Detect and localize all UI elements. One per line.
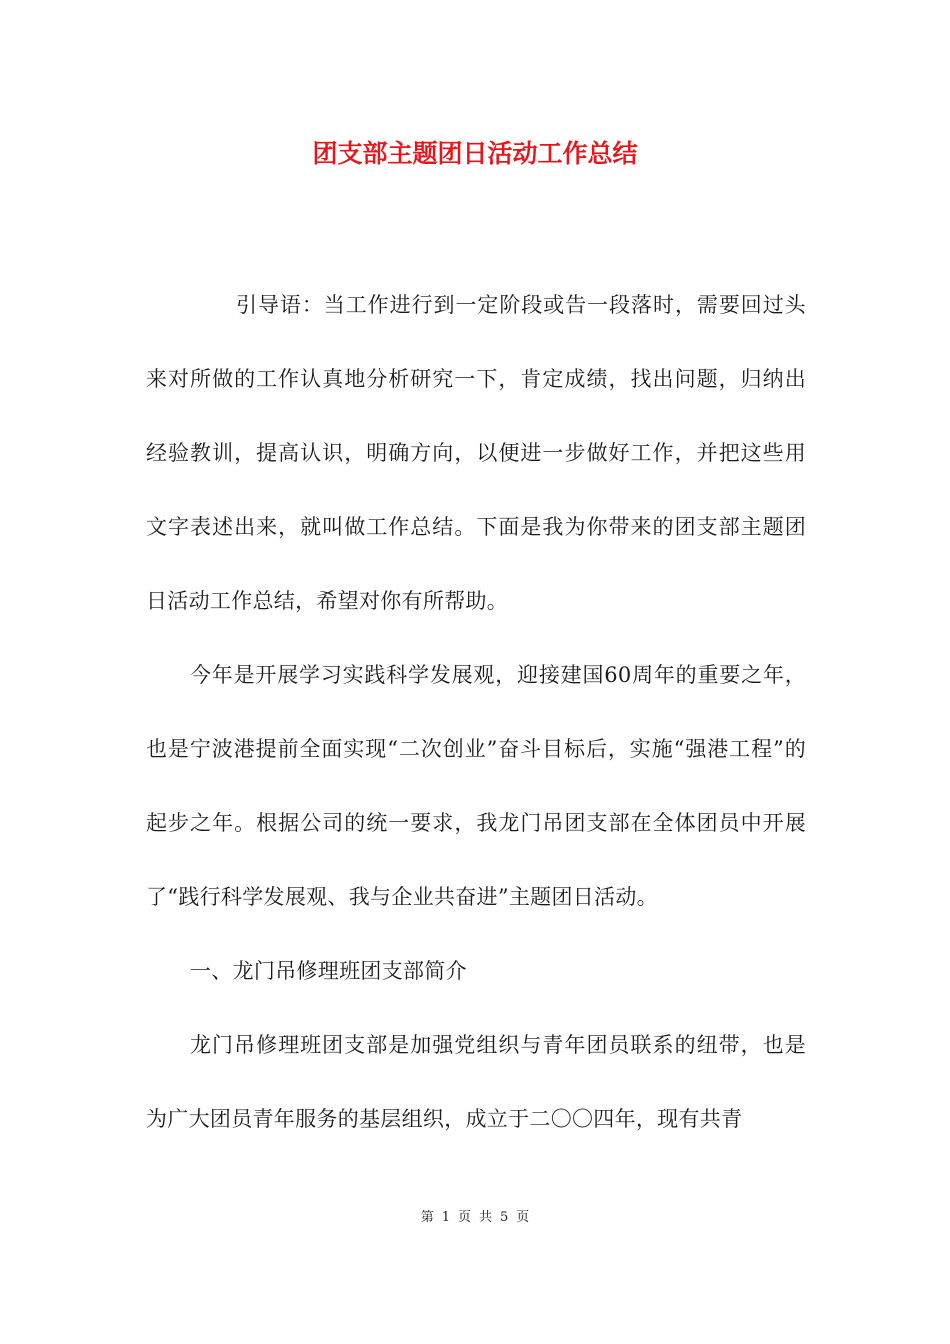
body-paragraph: 今年是开展学习实践科学发展观，迎接建国60周年的重要之年，也是宁波港提前全面实现“二次创业”奋斗目标后，实施“强港工程”的起步之年。根据公司的统一要求，我龙门吊团支部在全体团员中开展了“践行科学发展观、我与企业共奋进”主题团日活动。	[146, 663, 806, 909]
body-paragraph: 龙门吊修理班团支部是加强党组织与青年团员联系的纽带，也是为广大团员青年服务的基层组织，成立于二〇〇四年，现有共青	[146, 1033, 806, 1131]
document-title: 团支部主题团日活动工作总结	[312, 139, 638, 168]
page-footer	[0, 1208, 950, 1228]
footer-total-word: 页	[516, 1210, 530, 1225]
footer-page-word: 页	[457, 1210, 471, 1225]
intro-paragraph: 引导语：当工作进行到一定阶段或告一段落时，需要回过头来对所做的工作认真地分析研究一下，肯定成绩，找出问题，归纳出经验教训，提高认识，明确方向，以便进一步做好工作，并把这些用文字表述出来，就叫做工作总结。下面是我为你带来的团支部主题团日活动工作总结，希望对你有所帮助。	[146, 293, 806, 613]
footer-page-number: 1	[441, 1210, 450, 1225]
section-heading: 一、龙门吊修理班团支部简介	[190, 959, 467, 983]
document-body	[146, 268, 806, 1156]
footer-total-pages: 5	[500, 1210, 509, 1225]
footer-prefix: 第	[420, 1210, 434, 1225]
footer-total-prefix: 共	[479, 1210, 493, 1225]
